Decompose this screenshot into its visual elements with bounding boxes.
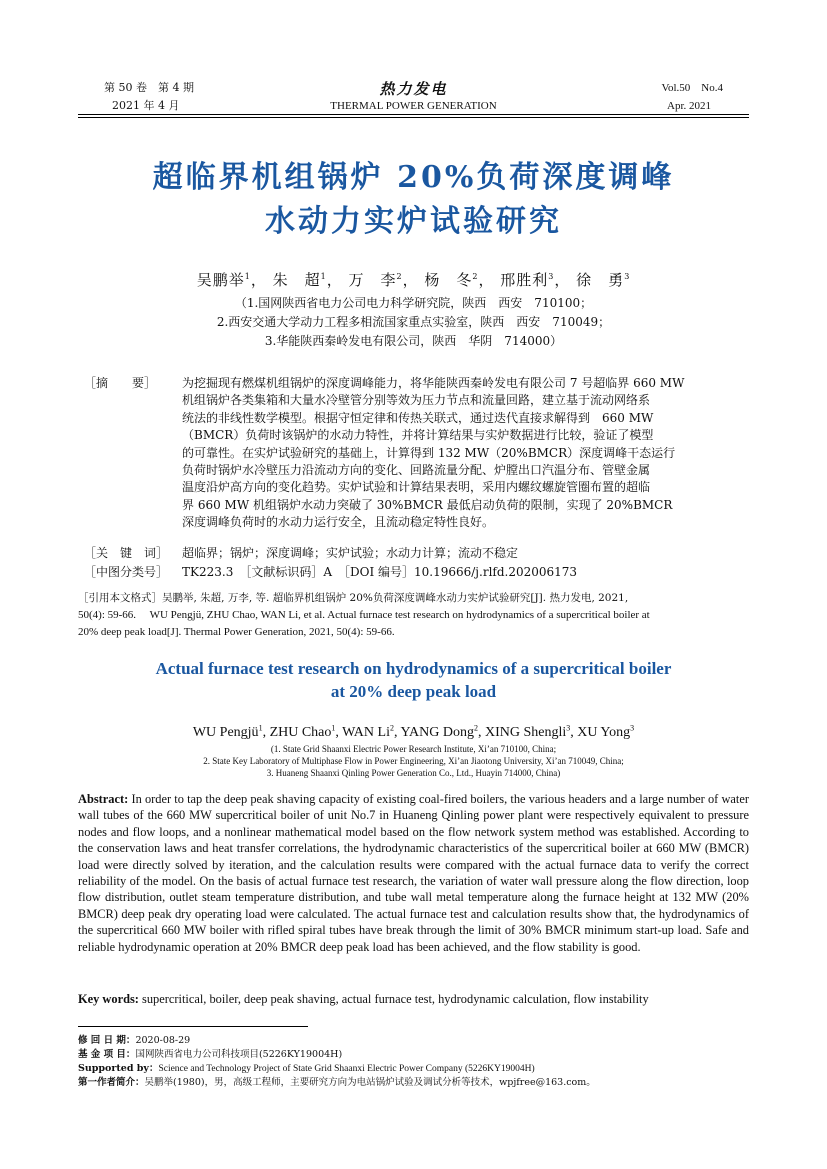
author-cn: 徐 勇$^3$ — [576, 271, 631, 289]
author-en: ZHU Chao$^1$ — [269, 723, 336, 740]
author-en: YANG Dong$^2$ — [400, 723, 478, 740]
keywords-cn-text: 超临界；锅炉；深度调峰；实炉试验；水动力计算；流动不稳定 — [182, 546, 519, 560]
keywords-cn — [84, 545, 749, 563]
citation-line: 20% deep peak load[J]. Thermal Power Generation, 2021, 50(4): 59-66. — [78, 626, 395, 638]
abstract-cn-line: 温度沿炉高方向的变化趋势。实炉试验和计算结果表明，采用内螺纹螺旋管圈布置的超临 — [182, 480, 651, 495]
first-author-text: 吴鹏举(1980)，男，高级工程师，主要研究方向为电站锅炉试验及调试分析等技术，wpjfree@163.com。 — [144, 1077, 596, 1088]
keywords-en — [78, 991, 749, 1007]
abstract-cn-line: 统法的非线性数学模型。根据守恒定律和传热关联式，通过迭代直接求解得到 660 MW — [182, 410, 654, 425]
abstract-cn-body — [182, 375, 749, 532]
footnote-received — [78, 1034, 749, 1048]
authors-cn: 吴鹏举$^1$， 朱 超$^1$， 万 李$^2$， 杨 冬$^2$， 邢胜利$^3$， 徐 勇$^3$ — [196, 271, 631, 289]
supported-text: Science and Technology Project of State Grid Shaanxi Electric Power Company (5226KY19004H) — [158, 1064, 535, 1074]
header-journal-cn: 热力发电 — [379, 80, 448, 98]
fund-label: 基 金 项 目： — [78, 1049, 136, 1060]
author-en: WU Pengjü$^1$ — [192, 723, 263, 740]
supported-label: Supported by： — [78, 1063, 159, 1074]
abstract-cn-line: 机组锅炉各类集箱和大量水冷壁管分别等效为压力节点和流量回路，建立基于流动网络系 — [182, 393, 651, 408]
citation-format — [78, 590, 749, 641]
author-cn: 邢胜利$^3$ — [500, 271, 555, 289]
clc-text: TK223.3 ［文献标识码］A ［DOI 编号］10.19666/j.rlfd.202006173 — [182, 565, 578, 579]
author-cn: 朱 超$^1$ — [272, 271, 327, 289]
footnote-rule — [78, 1026, 308, 1027]
abstract-en — [78, 791, 749, 955]
affiliation-cn-3: 3.华能陕西秦岭发电有限公司，陕西 华阴 714000） — [264, 334, 563, 348]
abstract-cn-line: 负荷时锅炉水冷壁压力沿流动方向的变化、回路流量分配、炉膛出口汽温分布、管壁金属 — [182, 463, 651, 478]
header-rule-thin — [78, 117, 749, 118]
keywords-cn-label: ［关 键 词］ — [84, 546, 169, 560]
author-cn: 万 李$^2$ — [348, 271, 403, 289]
keywords-en-label: Key words: — [78, 992, 139, 1006]
header-date-en: Apr. 2021 — [667, 100, 711, 112]
affiliation-en-3: 3. Huaneng Shaanxi Qinling Power Generation Co., Ltd., Huayin 714000, China) — [266, 768, 561, 778]
first-author-label: 第一作者简介： — [78, 1077, 145, 1088]
affiliation-en-2: 2. State Key Laboratory of Multiphase Flow in Power Engineering, Xi’an Jiaotong University, Xi’an 710049, China; — [203, 756, 624, 766]
citation-line: 50(4): 59-66. WU Pengjü, ZHU Chao, WAN Li, et al. Actual furnace test research on hydrodynamics of a supercritical boiler at — [78, 609, 650, 621]
fund-text: 国网陕西省电力公司科技项目(5226KY19004H) — [135, 1049, 343, 1060]
author-cn: 吴鹏举$^1$ — [196, 271, 251, 289]
abstract-cn-label: ［摘 要］ — [84, 376, 157, 390]
abstract-cn-line: 为挖掘现有燃煤机组锅炉的深度调峰能力，将华能陕西秦岭发电有限公司 7 号超临界 660 MW — [182, 376, 685, 390]
citation-line: ［引用本文格式］吴鹏举, 朱超, 万李, 等. 超临界机组锅炉 20%负荷深度调峰水动力实炉试验研究[J]. 热力发电, 2021, — [78, 592, 629, 604]
author-en: XING Shengli$^3$ — [484, 723, 571, 740]
header-rule — [78, 114, 749, 115]
footnote-supported — [78, 1062, 749, 1076]
title-en-line2: at 20% deep peak load — [330, 682, 497, 701]
abstract-cn-line: 的可靠性。在实炉试验研究的基础上，计算得到 132 MW（20%BMCR）深度调峰干态运行 — [182, 445, 676, 460]
clc-label: ［中图分类号］ — [84, 565, 169, 579]
abstract-cn-line: （BMCR）负荷时该锅炉的水动力特性，并将计算结果与实炉数据进行比较，验证了模型 — [182, 428, 654, 443]
title-en-line1: Actual furnace test research on hydrodynamics of a supercritical boiler — [155, 659, 672, 678]
received-date: 2020-08-29 — [135, 1035, 191, 1046]
abstract-en-text: In order to tap the deep peak shaving capacity of existing coal-fired boilers, the various headers and a large number of water wall tubes of the 660 MW supercritical boiler of unit No.7 in Huaneng Qinling power plant were respectively equivalent to pressure nodes and flow loops, and a nonlinear mathematical model based on the flow network system method was established. According to the conservation laws and heat transfer correlations, the hydrodynamic characteristics of the supercritical boiler at 660 MW (BMCR) load were directly solved by iteration, and the calculation results were compared with the actual furnace data to verify the correct reliability of the model. On the basis of actual furnace test research, the variation of water wall pressure along the flow direction, loop flow distribution, outlet steam temperature distribution, and tube wall metal temperature along the furnace height at 132 MW (20% BMCR) deep peak dry operating load were calculated. The actual furnace test and calculation results show that, the hydrodynamics of the supercritical 660 MW boiler with rifled spiral tubes have break through the limit of 30% BMCR minimum start-up load. Safe and reliable hydrodynamic operation at 20% BMCR deep peak load has been achieved, and the flow stability is good. — [78, 792, 749, 954]
title-cn-line1: 超临界机组锅炉 20%负荷深度调峰 — [152, 160, 675, 195]
received-label: 修 回 日 期： — [78, 1035, 136, 1046]
author-cn: 杨 冬$^2$ — [424, 271, 479, 289]
header-date-cn: 2021 年 4 月 — [112, 99, 180, 112]
header-journal-en: THERMAL POWER GENERATION — [330, 100, 497, 112]
keywords-en-text: supercritical, boiler, deep peak shaving, actual furnace test, hydrodynamic calculation, flow instability — [142, 992, 649, 1006]
author-en: WAN Li$^2$ — [342, 723, 394, 740]
authors-en: WU Pengjü$^1$, ZHU Chao$^1$, WAN Li$^2$, YANG Dong$^2$, XING Shengli$^3$, XU Yong$^3$ — [192, 723, 635, 740]
affiliation-cn-2: 2.西安交通大学动力工程多相流国家重点实验室，陕西 西安 710049； — [216, 315, 611, 329]
abstract-en-label: Abstract: — [78, 792, 129, 806]
classification-cn — [84, 564, 749, 582]
footnote-first-author — [78, 1076, 749, 1090]
affiliation-en-1: (1. State Grid Shaanxi Electric Power Research Institute, Xi’an 710100, China; — [270, 744, 557, 754]
title-cn-line2: 水动力实炉试验研究 — [265, 204, 562, 239]
affiliation-cn-1: （1.国网陕西省电力公司电力科学研究院，陕西 西安 710100； — [234, 296, 593, 310]
header-volume-en: Vol.50 No.4 — [661, 82, 723, 94]
author-en: XU Yong$^3$ — [577, 723, 635, 740]
abstract-cn — [84, 375, 749, 535]
abstract-cn-line: 界 660 MW 机组锅炉水动力突破了 30%BMCR 最低启动负荷的限制，实现了 20%BMCR — [182, 497, 673, 512]
footnote-fund — [78, 1048, 749, 1062]
header-volume-cn: 第 50 卷 第 4 期 — [104, 81, 194, 94]
abstract-cn-line: 深度调峰负荷时的水动力运行安全，且流动稳定特性良好。 — [182, 515, 495, 530]
